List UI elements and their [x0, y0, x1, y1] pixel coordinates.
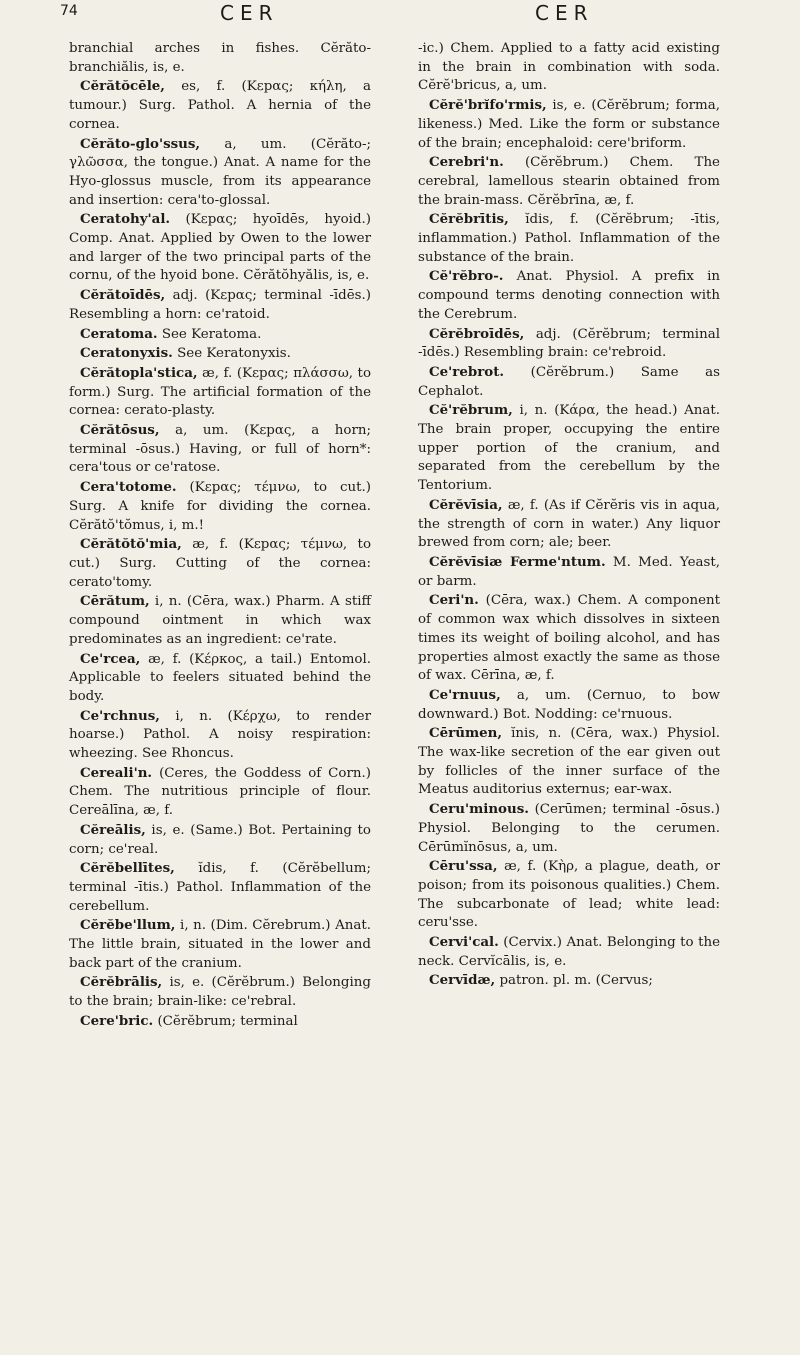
entry-definition: a, um. (Κεpας, a horn; terminal -ōsus.) Having, or full of horn*: cera'tous or ce'ratose. [69, 423, 371, 476]
entry-headword: Cĕrătŏcēle, [80, 78, 165, 95]
dictionary-entry [69, 40, 371, 77]
entry-headword: Ce'rchnus, [80, 707, 160, 724]
entry-definition: ĭnis, n. (Cēra, wax.) Physiol. The wax-like secretion of the ear given out by follicles of the inner surface of the Meatus auditorius externus; ear-wax. [418, 726, 720, 798]
dictionary-entry [69, 821, 371, 859]
dictionary-entry [418, 325, 720, 363]
right-running-head: CER [535, 1, 594, 25]
entry-headword: Cervi'cal. [429, 934, 499, 951]
entry-headword: Cereali'n. [80, 764, 153, 781]
dictionary-entry [418, 800, 720, 857]
page-number: 74 [60, 3, 78, 19]
entry-definition: (Cĕrĕbrum.) Chem. The cerebral, lamellous stearin obtained from the brain-mass. Cĕrĕbrīna, æ, f. [418, 155, 720, 208]
entry-definition: (Cervix.) Anat. Belonging to the neck. Cervĭcālis, is, e. [418, 935, 720, 969]
entry-definition: is, e. (Same.) Bot. Pertaining to corn; ce'real. [69, 822, 371, 857]
entry-definition: æ, f. (Κεpας; τέμνω, to cut.) Surg. Cutting of the cornea: cerato'tomy. [69, 537, 372, 590]
dictionary-entry [418, 496, 720, 553]
entry-headword: Ce'rnuus, [429, 686, 501, 703]
entry-definition: is, e. (Cĕrĕbrum.) Belonging to the brain; brain-like: ce'rebral. [69, 975, 371, 1010]
dictionary-entry [69, 478, 371, 535]
dictionary-entry [418, 40, 720, 96]
entry-definition: æ, f. (Κὴρ, a plague, death, or poison; from its poisonous qualities.) Chem. The subcarbonate of lead; white lead: ceru'sse. [418, 859, 720, 931]
entry-definition: (Cĕrĕbrum; terminal [157, 1013, 298, 1029]
dictionary-entry [69, 535, 371, 592]
entry-headword: Ceratonyxis. [80, 345, 173, 362]
entry-definition: (Ceres, the Goddess of Corn.) Chem. The nutritious principle of flour. Cereālīna, æ, f. [69, 765, 371, 819]
dictionary-entry [418, 686, 720, 724]
entry-definition: (Κεpας; τέμνω, to cut.) Surg. A knife for dividing the cornea. Cĕrătŏ'tŏmus, i, m.! [69, 480, 371, 533]
dictionary-entry [69, 916, 371, 973]
dictionary-entry [418, 267, 720, 324]
entry-definition: is, e. (Cĕrĕbrum; forma, likeness.) Med. Like the form or substance of the brain; encephaloid: cere'briform. [418, 98, 720, 151]
dictionary-entry [418, 553, 720, 591]
entry-headword: Cĕrĕvīsia, [429, 496, 503, 513]
dictionary-entry [69, 1012, 371, 1032]
entry-definition: branchial arches in fishes. Cĕrăto-branchiălis, is, e. [69, 41, 371, 75]
dictionary-entry [69, 286, 371, 324]
dictionary-entry [69, 764, 371, 821]
dictionary-entry [69, 650, 371, 707]
entry-definition: a, um. (Cĕrăto-; γλῶσσα, the tongue.) Anat. A name for the Hyo-glossus muscle, from its appearance and insertion: cera'to-glossal. [69, 136, 371, 208]
dictionary-entry [69, 135, 371, 211]
entry-headword: Cēru'ssa, [429, 858, 498, 875]
dictionary-entry [418, 724, 720, 800]
dictionary-entry [418, 210, 720, 267]
entry-headword: Cērătum, [80, 593, 150, 610]
dictionary-entry [418, 591, 720, 686]
entry-headword: Cĕrătōsus, [80, 422, 160, 439]
entry-definition: a, um. (Cernuo, to bow downward.) Bot. Nodding: ce'rnuous. [418, 687, 720, 722]
entry-headword: Ce'rebrot. [429, 363, 505, 380]
dictionary-entry [69, 325, 371, 345]
entry-definition: es, f. (Κεpας; κήλη, a tumour.) Surg. Pathol. A hernia of the cornea. [69, 79, 371, 132]
dictionary-entry [69, 973, 371, 1011]
entry-headword: Cerebri'n. [429, 154, 504, 171]
right-column [418, 40, 720, 991]
dictionary-entry [418, 933, 720, 971]
entry-definition: æ, f. (As if Cĕrĕris vis in aqua, the strength of corn in water.) Any liquor brewed from corn; ale; beer. [418, 497, 720, 551]
dictionary-entry [69, 77, 371, 134]
entry-definition: Anat. Physiol. A prefix in compound terms denoting connection with the Cerebrum. [418, 269, 720, 322]
dictionary-entry [69, 344, 371, 364]
running-header [0, 0, 800, 34]
entry-headword: Cĕreālis, [80, 821, 146, 838]
dictionary-entry [418, 153, 720, 210]
entry-headword: Ceru'minous. [429, 801, 529, 818]
entry-headword: Ce'rcea, [80, 650, 141, 667]
entry-definition: adj. (Κεpας; terminal -īdēs.) Resembling a horn: ce'ratoid. [69, 288, 371, 322]
entry-definition: (Cerūmen; terminal -ōsus.) Physiol. Belonging to the cerumen. Cērūmĭnōsus, a, um. [418, 802, 720, 855]
entry-definition: æ, f. (Κεpας; πλάσσω, to form.) Surg. The artificial formation of the cornea: cerato-plasty. [69, 365, 372, 419]
entry-headword: Cĕrĕbroīdēs, [429, 325, 525, 342]
dictionary-entry [69, 364, 371, 421]
entry-definition: i, n. (Dim. Cĕrebrum.) Anat. The little brain, situated in the lower and back part of the cranium. [69, 918, 371, 971]
entry-headword: Cĕ'rĕbrum, [429, 402, 513, 419]
dictionary-entry [418, 401, 720, 496]
left-column [69, 40, 371, 1032]
dictionary-entry [418, 363, 720, 401]
entry-headword: Cĕrătŏtŏ'mia, [80, 536, 182, 553]
entry-headword: Cervīdæ, [429, 972, 496, 989]
entry-definition: adj. (Cĕrĕbrum; terminal -īdēs.) Resembling brain: ce'rebroid. [418, 326, 720, 361]
dictionary-entry [69, 210, 371, 286]
dictionary-entry [69, 421, 371, 478]
entry-headword: Cere'bric. [80, 1012, 154, 1029]
entry-definition: See Keratonyxis. [177, 346, 291, 362]
dictionary-entry [418, 96, 720, 153]
entry-headword: Cĕrăto-glo'ssus, [80, 135, 201, 152]
entry-definition: (Κεpας; hyoīdēs, hyoid.) Comp. Anat. Applied by Owen to the lower and larger of the two principal parts of the cornu, of the hyoid bone. Cĕrătŏhyălis, is, e. [69, 212, 371, 284]
entry-headword: Cĕrĕ'brĭfo'rmis, [429, 97, 547, 114]
dictionary-entry [69, 859, 371, 916]
entry-definition: ĭdis, f. (Cĕrĕbellum; terminal -ītis.) Pathol. Inflammation of the cerebellum. [69, 861, 371, 914]
dictionary-entry [418, 857, 720, 933]
entry-headword: Cera'totome. [80, 479, 177, 496]
entry-headword: Cĕrĕbrītis, [429, 211, 509, 228]
entry-definition: (Cĕrĕbrum.) Same as Cephalot. [418, 364, 720, 399]
entry-headword: Cĕrĕvīsiæ Ferme'ntum. [429, 553, 606, 570]
entry-definition: i, n. (Κέρχω, to render hoarse.) Pathol. A noisy respiration: wheezing. See Rhoncus. [69, 708, 371, 762]
entry-definition: ĭdis, f. (Cĕrĕbrum; -ītis, inflammation.) Pathol. Inflammation of the substance of the brain. [418, 212, 720, 265]
left-running-head: CER [220, 1, 279, 25]
dictionary-entry [418, 971, 720, 991]
entry-headword: Cĕrĕbellītes, [80, 860, 175, 877]
entry-headword: Ceratoma. [80, 325, 158, 342]
entry-headword: Ceratohy'al. [80, 211, 171, 228]
entry-definition: (Cēra, wax.) Chem. A component of common wax which dissolves in sixteen times its weight of boiling alcohol, and has properties almost exactly the same as those of wax. Cērīna, æ, f. [418, 593, 720, 684]
entry-headword: Ceri'n. [429, 592, 479, 609]
entry-definition: i, n. (Cēra, wax.) Pharm. A stiff compound ointment in which wax predominates as an ingredient: ce'rate. [69, 594, 371, 647]
dictionary-entry [69, 592, 371, 649]
entry-headword: Cĕrătopla'stica, [80, 364, 198, 381]
dictionary-entry [69, 707, 371, 764]
entry-definition: i, n. (Κάρα, the head.) Anat. The brain proper, occupying the entire upper portion of the cranium, and separated from the cerebellum by the Tentorium. [418, 403, 721, 494]
entry-definition: patron. pl. m. (Cervus; [499, 973, 653, 989]
entry-headword: Cĕrĕbe'llum, [80, 917, 176, 934]
entry-headword: Cĕrĕbrālis, [80, 974, 163, 991]
entry-headword: Cĕrătoīdēs, [80, 287, 166, 304]
entry-definition: æ, f. (Κέρκος, a tail.) Entomol. Applicable to feelers situated behind the body. [69, 651, 371, 704]
entry-headword: Cĕ'rĕbro-. [429, 268, 504, 285]
entry-definition: M. Med. Yeast, or barm. [418, 554, 720, 589]
entry-definition: See Keratoma. [161, 326, 262, 342]
entry-headword: Cērūmen, [429, 725, 503, 742]
entry-definition: -ic.) Chem. Applied to a fatty acid existing in the brain in combination with soda. Cĕrĕ'bricus, a, um. [418, 41, 720, 94]
